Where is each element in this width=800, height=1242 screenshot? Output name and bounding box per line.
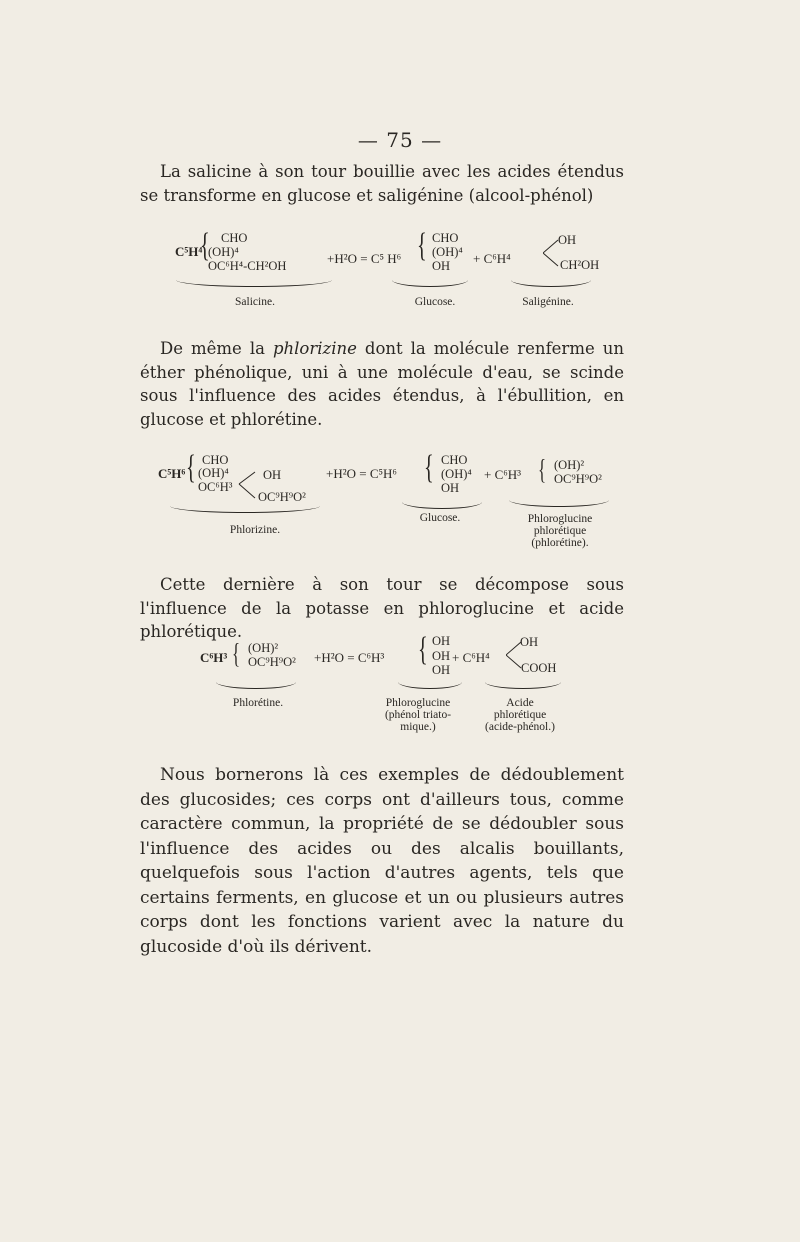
eq2-plus-second: + C⁶H³ [484,467,522,482]
eq1-rhs2-line2: CH²OH [560,258,600,272]
eq3-lhs-line2: OC⁹H⁹O² [248,655,296,669]
eq2-label-phloretique: phlorétique [533,525,587,537]
eq1-lhs-line3: OC⁶H⁴-CH²OH [208,259,287,273]
eq2-lhs-branch-oh: OH [263,468,282,482]
eq2-rhs2-brace: { [538,455,547,486]
eq1-label-salicine: Salicine. [235,296,275,308]
eq2-lhs-base: C⁵H⁶ [158,466,186,481]
eq2-underbrace-1 [170,506,320,513]
eq3-plus-second: + C⁶H⁴ [452,650,490,665]
paragraph-2-start: De même la [160,339,273,358]
eq2-label-glucose: Glucose. [419,512,461,524]
eq3-rhs1-brace: { [418,631,428,668]
eq3-rhs2-line2: COOH [521,661,557,675]
eq1-lhs-base: C⁵H⁴ [175,244,203,259]
eq2-rhs1-brace: { [424,449,434,486]
eq1-underbrace-2 [392,280,468,287]
eq2-underbrace-2 [402,502,482,509]
eq1-plus-water: +H²O = C⁵ H⁶ [327,251,402,266]
eq3-label-mique: mique.) [400,721,436,733]
eq2-lhs-brace: { [186,449,196,486]
eq1-plus-second: + C⁶H⁴ [473,251,511,266]
eq2-lhs-line3: OC⁶H³ [198,480,233,494]
phlorizine-term: phlorizine [272,339,357,358]
eq3-label-phloretique: phlorétique [493,709,547,721]
eq2-rhs1-line1: CHO [441,453,468,467]
eq2-rhs2-line2: OC⁹H⁹O² [554,472,602,486]
eq3-underbrace-1 [216,682,296,689]
paragraph-2-end: dont la molécule renferme un éther phénolique, uni à une molécule d'eau, se scinde sous l'influence des acides étendus, à l'ébullition, en glucose et phlorétine. [140,339,624,429]
eq3-lhs-base: C⁶H³ [200,650,228,665]
page-number: — 75 — [357,128,443,152]
eq2-rhs2-line1: (OH)² [554,458,585,472]
eq2-lhs-line2: (OH)⁴ [198,466,229,480]
eq2-label-phlorizine: Phlorizine. [229,524,281,536]
eq1-rhs1-line1: CHO [432,231,459,245]
eq1-lhs-brace: { [200,227,210,264]
eq3-lhs-line1: (OH)² [248,641,279,655]
eq3-rhs1-line1: OH [432,634,451,648]
eq3-rhs2-line1: OH [520,635,539,649]
eq3-label-acide-phenol: (acide-phénol.) [485,721,555,733]
eq3-label-phloroglucine: Phloroglucine [385,697,451,709]
eq1-rhs2-line1: OH [558,233,577,247]
eq1-rhs1-line3: OH [432,259,451,273]
eq2-plus-water: +H²O = C⁵H⁶ [326,466,397,481]
eq3-plus-water: +H²O = C⁶H³ [314,650,385,665]
paragraph-1: La salicine à son tour bouillie avec les acides étendus se transforme en glucose et saligénine (alcool-phénol) [140,162,624,205]
eq1-lhs-line2: (OH)⁴ [208,245,239,259]
eq3-rhs1-line2: OH [432,649,451,663]
eq2-lhs-branch-ester: OC⁹H⁹O² [258,490,306,504]
eq3-rhs1-line3: OH [432,663,451,677]
eq3-underbrace-2 [398,682,462,689]
eq1-rhs1-line2: (OH)⁴ [432,245,463,259]
eq3-lhs-brace: { [232,639,241,670]
eq3-label-acide: Acide [506,697,534,709]
eq1-rhs1-brace: { [417,227,427,264]
eq3-label-phenol: (phénol triato- [384,709,452,721]
eq2-rhs1-line2: (OH)⁴ [441,467,472,481]
eq1-label-saligenine: Saligénine. [522,296,574,308]
eq2-label-phloretine: (phlorétine). [531,537,589,549]
paragraph-4: Nous bornerons là ces exemples de dédoublement des glucosides; ces corps ont d'ailleurs tous, comme caractère commun, la propriété de se dédoubler sous l'influence des acides ou des alcalis bouillants, quelquefois sous l'action d'autres agents, tels que certains ferments, en glucose et un ou plusieurs autres corps dont les fonctions varient avec la nature du glucoside d'où ils dérivent. [140,765,624,957]
paragraph-2 [140,337,624,431]
eq1-underbrace-1 [176,280,332,287]
eq2-rhs1-line3: OH [441,481,460,495]
eq2-label-phloroglucine: Phloroglucine [527,513,593,525]
eq2-lhs-line1: CHO [202,453,229,467]
eq1-underbrace-3 [511,280,591,287]
eq3-label-phloretine: Phlorétine. [232,697,284,709]
eq3-underbrace-3 [485,682,561,689]
eq2-underbrace-3 [509,500,609,507]
eq1-lhs-line1: CHO [221,231,248,245]
paragraph-3: Cette dernière à son tour se décompose sous l'influence de la potasse en phloroglucine et acide phlorétique. [140,575,624,641]
eq1-label-glucose: Glucose. [414,296,456,308]
